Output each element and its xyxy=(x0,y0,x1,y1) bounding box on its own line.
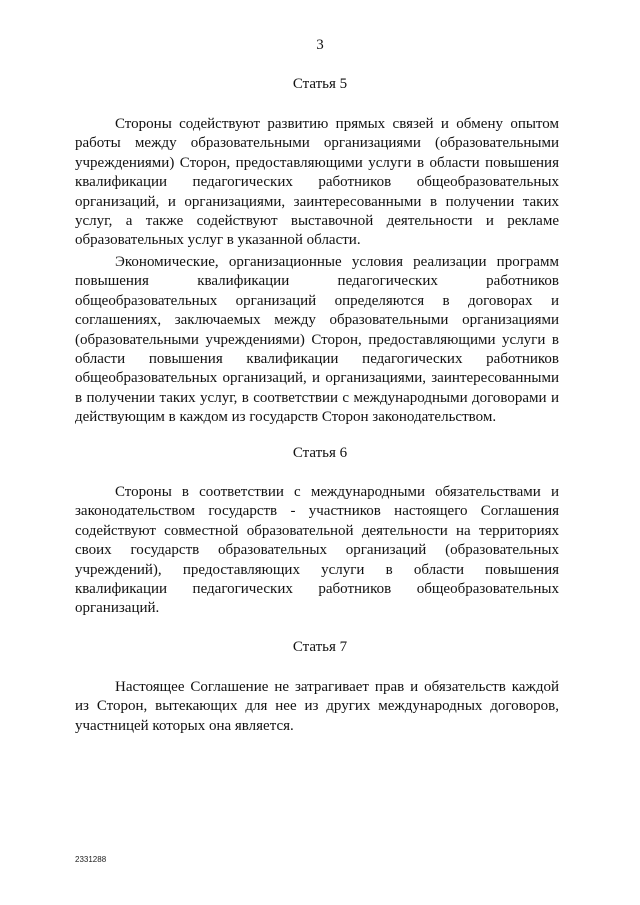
article-5-paragraph-1: Стороны содействуют развитию прямых связей и обмену опытом работы между образовательными организациями (образовательными учреждениями) Сторон, предоставляющими услуги в области повышения квалификации педагогических работников общеобразовательных организаций, и организациями, заинтересованными в получении таких услуг, а также содействуют выставочной деятельности и рекламе образовательных услуг в указанной области. xyxy=(75,116,559,249)
article-5-heading: Статья 5 xyxy=(292,76,348,92)
article-7-paragraph-1: Настоящее Соглашение не затрагивает прав и обязательств каждой из Сторон, вытекающих для нее из других международных договоров, участницей которых она является. xyxy=(75,679,559,734)
article-5-paragraph-2: Экономические, организационные условия реализации программ повышения квалификации педагогических работников общеобразовательных организаций определяются в договорах и соглашениях, заключаемых между образовательными организациями (образовательными учреждениями) Сторон, предоставляющими услуги в области повышения квалификации педагогических работников общеобразовательных организаций, и организациями, заинтересованными в получении таких услуг, в соответствии с международными договорами и действующим в каждом из государств Сторон законодательством. xyxy=(75,254,559,426)
document-code: 2331288 xyxy=(75,855,107,864)
article-6-paragraph-1: Стороны в соответствии с международными обязательствами и законодательством государств - участников настоящего Соглашения содействуют совместной образовательной деятельности на территориях своих государств образовательных организаций (образовательных учреждений), предоставляющих услуги в области повышения квалификации педагогических работников общеобразовательных организаций. xyxy=(75,484,559,617)
page-number: 3 xyxy=(316,37,324,53)
article-7-heading: Статья 7 xyxy=(292,639,348,655)
article-6-heading: Статья 6 xyxy=(292,445,348,461)
